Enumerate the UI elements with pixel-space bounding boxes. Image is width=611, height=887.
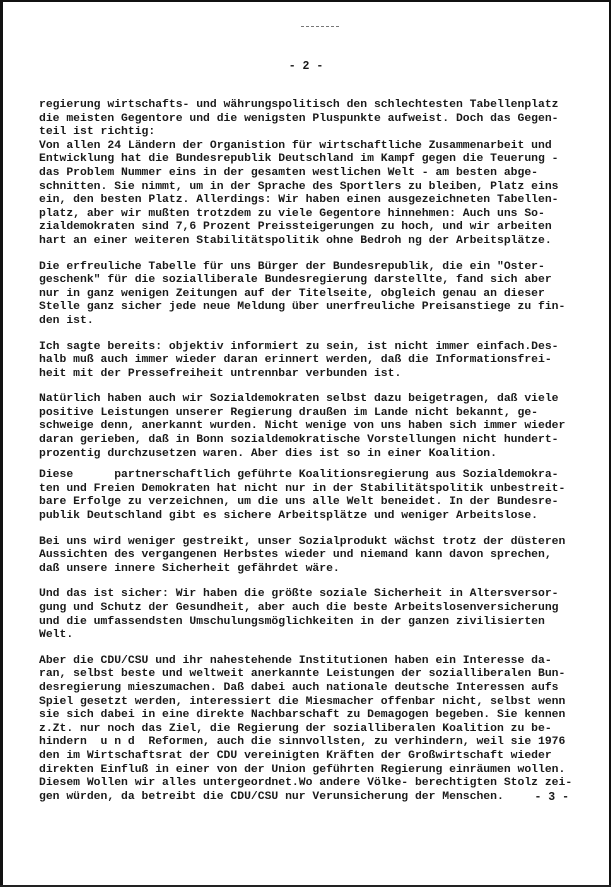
text-line: prozentig durchzusetzen waren. Aber dies ist so in einer Koalition. [39, 447, 497, 460]
paragraph-5 [39, 469, 595, 523]
text-line: nur in ganz wenigen Zeitungen auf der Titelseite, obgleich genau an dieser [39, 287, 545, 300]
text-line: teil ist richtig: [39, 126, 156, 139]
paragraph-4 [39, 393, 595, 461]
text-line: Von allen 24 Ländern der Organistion für wirtschaftliche Zusammenarbeit und [39, 139, 552, 152]
text-line: den ist. [39, 314, 94, 327]
next-page-marker: - 3 - [534, 791, 569, 804]
text-line: Stelle ganz sicher jede neue Meldung über unerfreuliche Preisanstiege zu fin- [39, 301, 566, 314]
text-line: Welt. [39, 629, 74, 642]
text-line: publik Deutschland gibt es sichere Arbeitsplätze und weniger Arbeitslose. [39, 510, 538, 523]
text-line: desregierung mieszumachen. Daß dabei auch nationale deutsche Interessen aufs [39, 681, 559, 694]
text-line: zialdemokraten sind 7,6 Prozent Preissteigerungen zu hoch, und wir arbeiten [39, 221, 552, 234]
text-line: gen würden, da betreibt die CDU/CSU nur Verunsicherung der Menschen. [39, 790, 504, 803]
page-number: - 2 - [288, 60, 324, 73]
text-line: Diese partnerschaftlich geführte Koalitionsregierung aus Sozialdemokra- [39, 469, 559, 482]
text-line: schweige denn, anerkannt wurden. Nicht wenige von uns haben sich immer wieder [39, 420, 566, 433]
paragraph-2 [39, 261, 595, 329]
text-line: Natürlich haben auch wir Sozialdemokraten selbst dazu beigetragen, daß viele [39, 393, 559, 406]
text-line: Diesem Wollen wir alles untergeordnet.Wo andere Völke- berechtigten Stolz zei- [39, 777, 573, 790]
text-line: platz, aber wir mußten trotzdem zu viele Gegentore hinnehmen: Auch uns So- [39, 207, 545, 220]
text-line: z.Zt. nur noch das Ziel, die Regierung der sozialliberalen Koalition zu be- [39, 722, 552, 735]
text-line: daran gerieben, daß in Bonn sozialdemokratische Vorstellungen nicht hundert- [39, 434, 559, 447]
text-line: gung und Schutz der Gesundheit, aber auch die beste Arbeitslosenversicherung [39, 602, 559, 614]
text-line: Aussichten des vergangenen Herbstes wieder und niemand kann davon sprechen, [39, 549, 552, 562]
text-line: sie sich dabei in eine direkte Nachbarschaft zu Demagogen begeben. Sie kennen [39, 709, 566, 722]
text-line: hindern u n d Reformen, auch die sinnvollsten, zu verhindern, weil sie 1976 [39, 736, 566, 749]
text-line: bare Erfolge zu verzeichnen, um die uns alle Welt beneidet. In der Bundesre- [39, 496, 559, 509]
text-line: ten und Freien Demokraten hat nicht nur in der Stabilitätspolitik unbestreit- [39, 482, 566, 495]
body-text [39, 99, 595, 804]
paragraph-7 [39, 588, 595, 642]
text-line: Entwicklung hat die Bundesrepublik Deutschland im Kampf gegen die Teuerung - [39, 153, 559, 166]
text-line: Die erfreuliche Tabelle für uns Bürger der Bundesrepublik, die ein "Oster- [39, 260, 545, 273]
text-line: halb muß auch immer wieder daran erinnert werden, daß die Informationsfrei- [39, 354, 552, 367]
text-line: geschenk" für die sozialliberale Bundesregierung darstellte, fand sich aber [39, 274, 552, 287]
paragraph-6 [39, 536, 595, 577]
text-line: direkten Einfluß in einer von der Union geführten Regierung einräumen wollen. [39, 763, 566, 776]
paragraph-3 [39, 341, 595, 382]
text-line: Bei uns wird weniger gestreikt, unser Sozialprodukt wächst trotz der düsteren [39, 535, 566, 548]
text-line: das Problem Nummer eins in der gesamten westlichen Welt - am besten abge- [39, 166, 538, 179]
text-line: Ich sagte bereits: objektiv informiert zu sein, ist nicht immer einfach.Des- [39, 340, 559, 353]
text-line: Und das ist sicher: Wir haben die größte soziale Sicherheit in Altersversor- [39, 588, 559, 601]
text-line: Spiel gesetzt werden, interessiert die Miesmacher offenbar nicht, selbst wenn [39, 695, 566, 708]
text-line: und die umfassendsten Umschulungsmöglichkeiten in der ganzen zivilisierten [39, 615, 545, 628]
text-line: heit mit der Pressefreiheit untrennbar verbunden ist. [39, 367, 402, 380]
top-rule [301, 26, 339, 27]
text-line: ran, selbst beste und weltweit anerkannte Leistungen der sozialliberalen Bun- [39, 668, 566, 681]
text-line: ein, den besten Platz. Allerdings: Wir haben einen ausgezeichneten Tabellen- [39, 194, 559, 207]
text-line: hart an einer weiteren Stabilitätspolitik ohne Bedroh ng der Arbeitsplätze. [39, 234, 552, 247]
text-line: schnitten. Sie nimmt, um in der Sprache des Sportlers zu bleiben, Platz eins [39, 180, 559, 193]
text-line: daß unsere innere Sicherheit gefährdet wäre. [39, 562, 340, 575]
paragraph-1 [39, 99, 595, 249]
text-line: Aber die CDU/CSU und ihr nahestehende Institutionen haben ein Interesse da- [39, 654, 552, 667]
text-line: den im Wirtschaftsrat der CDU vereinigten Kräften der Großwirtschaft wieder [39, 749, 552, 762]
text-line: positive Leistungen unserer Regierung draußen im Lande nicht bekannt, ge- [39, 406, 538, 419]
text-line: die meisten Gegentore und die wenigsten Pluspunkte aufweist. Doch das Gegen- [39, 112, 559, 125]
paragraph-8 [39, 655, 595, 805]
text-line: regierung wirtschafts- und währungspolitisch den schlechtesten Tabellenplatz [39, 99, 559, 111]
